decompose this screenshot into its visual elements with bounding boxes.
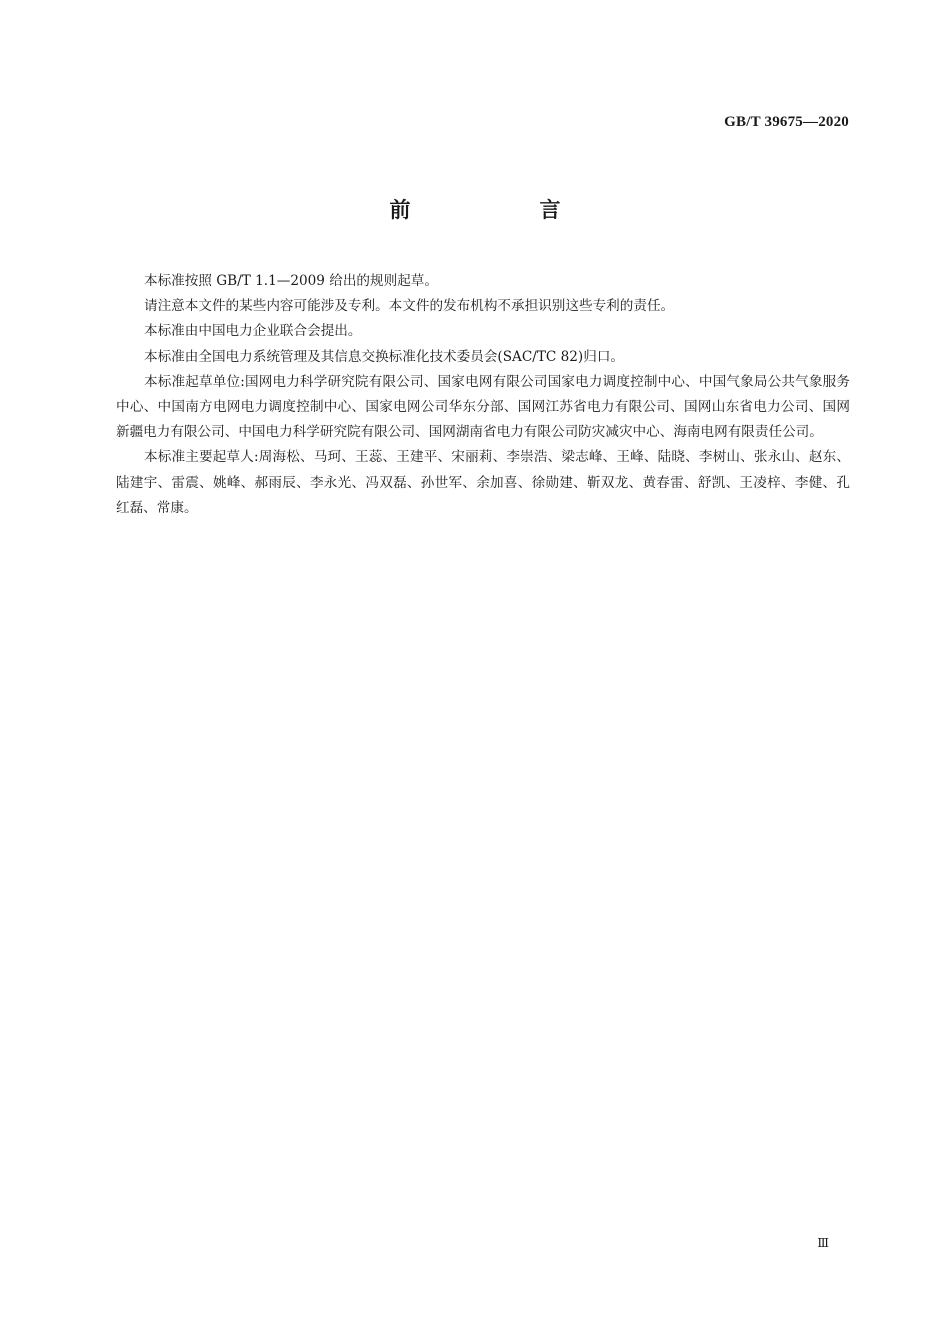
paragraph-committee: 本标准由全国电力系统管理及其信息交换标准化技术委员会(SAC/TC 82)归口。 (144, 348, 625, 365)
paragraph-drafting-units: 本标准起草单位:国网电力科学研究院有限公司、国家电网有限公司国家电力调度控制中心、中国气象局公共气象服务中心、中国南方电网电力调度控制中心、国家电网公司华东分部、国网江苏省电力有限公司、国网山东省电力公司、国网新疆电力有限公司、中国电力科学研究院有限公司、国网湖南省电力有限公司防灾减灾中心、海南电网有限责任公司。 (116, 373, 850, 441)
paragraph-drafters: 本标准主要起草人:周海松、马珂、王蕊、王建平、宋丽莉、李崇浩、梁志峰、王峰、陆晓、李树山、张永山、赵东、陆建宇、雷震、姚峰、郝雨辰、李永光、冯双磊、孙世军、余加喜、徐勋建、靳双龙、黄春雷、舒凯、王凌梓、李健、孔红磊、常康。 (116, 449, 850, 516)
page-title: 前 言 (389, 198, 615, 222)
page-number: Ⅲ (817, 1236, 829, 1250)
paragraph-drafting-rules: 本标准按照 GB/T 1.1—2009 给出的规则起草。 (144, 273, 438, 289)
standard-code: GB/T 39675—2020 (724, 114, 849, 130)
paragraph-proposer: 本标准由中国电力企业联合会提出。 (144, 323, 362, 340)
paragraph-patent-notice: 请注意本文件的某些内容可能涉及专利。本文件的发布机构不承担识别这些专利的责任。 (144, 298, 675, 315)
document-body (116, 269, 850, 521)
